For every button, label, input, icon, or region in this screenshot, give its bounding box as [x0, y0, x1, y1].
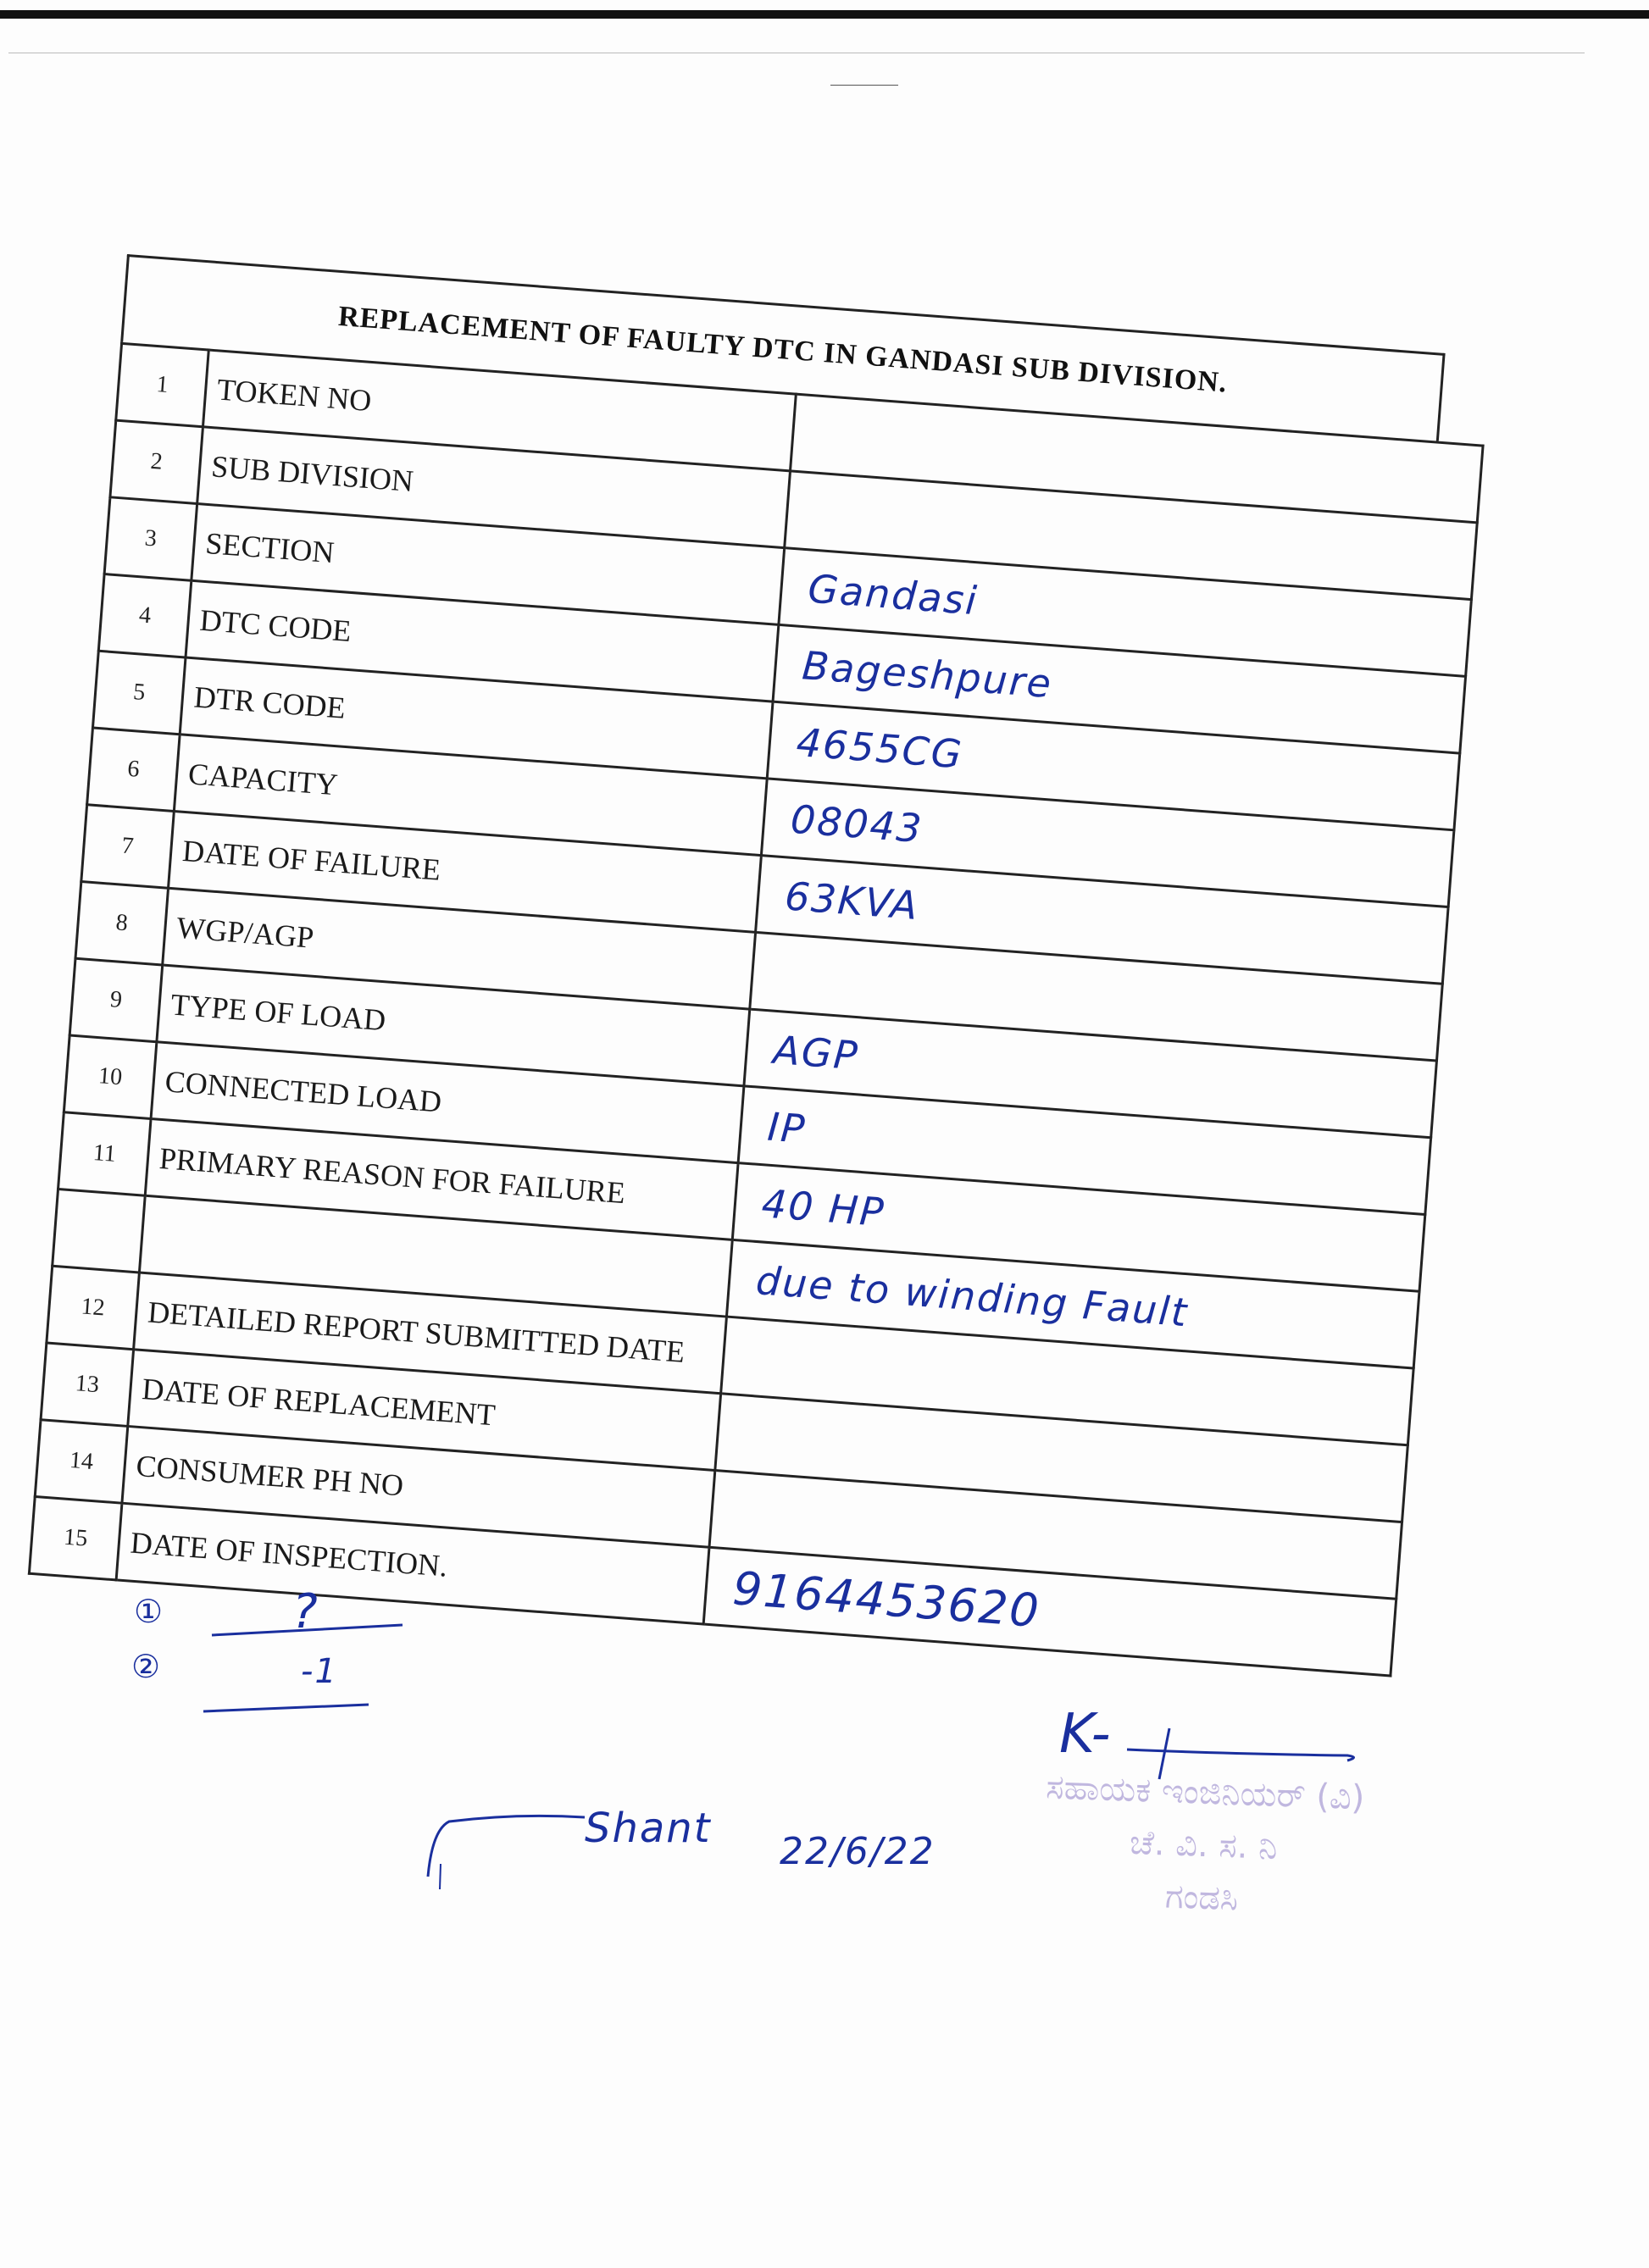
handwritten-value: due to winding Fault — [754, 1257, 1191, 1336]
row-label: DTC CODE — [186, 580, 779, 701]
row-number: 2 — [110, 420, 203, 503]
annotation-item-1: ① — [134, 1593, 165, 1630]
handwritten-value: 40 HP — [760, 1180, 887, 1236]
handwritten-value: IP — [765, 1103, 808, 1152]
form-table — [28, 342, 1485, 1677]
office-seal: ಸಹಾಯಕ ಇಂಜಿನಿಯರ್ (ವಿ) ಚೆ. ವಿ. ಸ. ನಿ ಗಂಡಸಿ — [1045, 1767, 1366, 1919]
row-label: DATE OF REPLACEMENT — [128, 1350, 721, 1471]
row-number: 10 — [64, 1035, 157, 1118]
form-title: REPLACEMENT OF FAULTY DTC IN GANDASI SUB DIVISION. — [120, 254, 1445, 441]
row-number — [53, 1189, 146, 1272]
row-number: 6 — [87, 728, 180, 811]
row-number: 7 — [81, 805, 175, 888]
handwritten-value: AGP — [771, 1026, 861, 1079]
annotation-strokes — [186, 1610, 424, 1728]
row-label: DATE OF FAILURE — [169, 812, 762, 933]
handwritten-value: Gandasi — [806, 565, 980, 624]
row-number: 9 — [69, 958, 163, 1041]
row-label: TYPE OF LOAD — [157, 965, 750, 1086]
annotation-item-2: ② — [131, 1648, 163, 1685]
handwritten-value: 63KVA — [783, 873, 921, 929]
handwritten-value: Bageshpure — [800, 642, 1054, 707]
row-label: CONSUMER PH NO — [122, 1426, 715, 1547]
handwritten-value: 4655CG — [795, 718, 965, 778]
row-label: CAPACITY — [174, 735, 767, 856]
row-number: 15 — [29, 1496, 122, 1579]
signature-left: Shant — [585, 1805, 712, 1852]
row-label: CONNECTED LOAD — [151, 1042, 744, 1163]
row-number: 3 — [104, 497, 197, 580]
row-number: 13 — [41, 1343, 134, 1426]
row-label: SUB DIVISION — [197, 427, 791, 548]
row-number: 4 — [98, 574, 192, 657]
row-number: 11 — [58, 1112, 152, 1195]
row-number: 5 — [92, 651, 186, 734]
scan-artifact-mark — [830, 85, 898, 86]
signature-date: 22/6/22 — [780, 1830, 936, 1873]
row-number: 8 — [75, 882, 169, 965]
scan-top-border — [0, 10, 1649, 19]
annotation-mark-2: -1 — [301, 1652, 338, 1691]
dtc-replacement-form — [25, 254, 1446, 1722]
row-label: SECTION — [192, 504, 785, 625]
handwritten-value: 9164453620 — [730, 1561, 1042, 1638]
row-label: PRIMARY REASON FOR FAILURE — [145, 1118, 738, 1239]
row-number: 12 — [47, 1266, 140, 1349]
row-label: DETAILED REPORT SUBMITTED DATE — [134, 1273, 727, 1394]
row-label: TOKEN NO — [203, 350, 796, 471]
row-label: DATE OF INSPECTION. — [116, 1503, 709, 1624]
row-label: WGP/AGP — [163, 888, 756, 1009]
row-label: DTR CODE — [180, 657, 773, 779]
row-number: 14 — [35, 1420, 128, 1503]
handwritten-value: 08043 — [789, 796, 925, 852]
signature-right: K- — [1059, 1703, 1113, 1766]
row-number: 1 — [116, 343, 209, 426]
annotation-mark-1: ? — [292, 1584, 319, 1639]
